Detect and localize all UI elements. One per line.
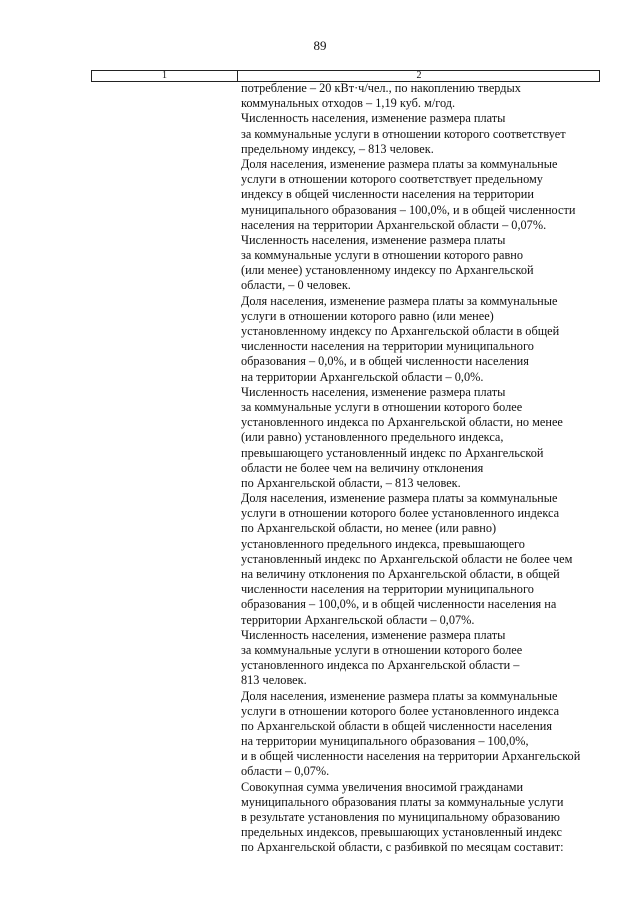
text-line: муниципального образования – 100,0%, и в общей численности	[241, 202, 576, 217]
text-line: численности населения на территории муниципального	[241, 582, 534, 597]
text-line: на территории муниципального образования – 100,0%,	[241, 734, 529, 749]
text-line: численности населения на территории муниципального	[241, 339, 534, 354]
table-header-col-1: 1	[92, 71, 238, 82]
text-line: услуги в отношении которого равно (или менее)	[241, 308, 494, 323]
text-line: муниципального образования платы за коммунальные услуги	[241, 794, 564, 809]
text-line: потребление – 20 кВт·ч/чел., по накоплению твердых	[241, 81, 521, 95]
text-line: по Архангельской области, но менее (или равно)	[241, 521, 497, 536]
table-cell-text	[241, 81, 611, 856]
text-line: за коммунальные услуги в отношении которого равно	[241, 248, 524, 263]
text-line: области не более чем на величину отклонения	[241, 460, 484, 475]
text-line: Доля населения, изменение размера платы за коммунальные	[241, 688, 558, 703]
text-line: установленного индекса по Архангельской области, но менее	[241, 415, 563, 430]
text-line: в результате установления по муниципальному образованию	[241, 810, 560, 824]
text-line: образования – 0,0%, и в общей численности населения	[241, 354, 529, 369]
text-line: образования – 100,0%, и в общей численности населения на	[241, 597, 557, 612]
text-line: Численность населения, изменение размера платы	[241, 627, 506, 642]
text-line: на территории Архангельской области – 0,0%.	[241, 369, 484, 384]
text-line: индексу в общей численности населения на территории	[241, 187, 534, 202]
text-line: услуги в отношении которого соответствует предельному	[241, 172, 543, 187]
text-line: предельному индексу, – 813 человек.	[241, 141, 434, 156]
text-line: населения на территории Архангельской области – 0,07%.	[241, 217, 547, 232]
text-line: Доля населения, изменение размера платы за коммунальные	[241, 491, 558, 506]
text-line: 813 человек.	[241, 673, 307, 688]
text-line: Совокупная сумма увеличения вносимой гражданами	[241, 779, 524, 794]
text-line: (или менее) установленному индексу по Архангельской	[241, 263, 534, 278]
text-line: по Архангельской области, – 813 человек.	[241, 475, 461, 490]
text-line: предельных индексов, превышающих установленный индекс	[241, 825, 562, 840]
text-line: установленный индекс по Архангельской области не более чем	[241, 551, 573, 566]
text-line: и в общей численности населения на территории Архангельской	[241, 749, 581, 764]
text-line: области – 0,07%.	[241, 764, 330, 779]
text-line: на величину отклонения по Архангельской области, в общей	[241, 567, 560, 581]
text-line: Численность населения, изменение размера платы	[241, 111, 506, 126]
text-line: услуги в отношении которого более установленного индекса	[241, 506, 560, 521]
text-line: Численность населения, изменение размера платы	[241, 384, 506, 399]
text-line: услуги в отношении которого более установленного индекса	[241, 703, 560, 718]
table-header-col-2: 2	[416, 70, 422, 81]
text-line: области, – 0 человек.	[241, 278, 351, 293]
text-line: по Архангельской области в общей численности населения	[241, 718, 553, 733]
text-line: (или равно) установленного предельного индекса,	[241, 430, 504, 445]
text-line: за коммунальные услуги в отношении которого соответствует	[241, 126, 566, 141]
text-line: превышающего установленный индекс по Архангельской	[241, 445, 544, 460]
text-line: Доля населения, изменение размера платы за коммунальные	[241, 156, 558, 171]
text-line: Доля населения, изменение размера платы за коммунальные	[241, 293, 558, 308]
text-line: установленному индексу по Архангельской области в общей	[241, 324, 560, 338]
text-line: за коммунальные услуги в отношении которого более	[241, 399, 523, 414]
text-line: по Архангельской области, с разбивкой по месяцам составит:	[241, 840, 564, 855]
page-number: 89	[313, 38, 327, 53]
text-line: территории Архангельской области – 0,07%.	[241, 612, 475, 627]
text-line: установленного индекса по Архангельской области –	[241, 658, 520, 673]
text-line: за коммунальные услуги в отношении которого более	[241, 642, 523, 657]
text-line: коммунальных отходов – 1,19 куб. м/год.	[241, 96, 456, 111]
text-line: Численность населения, изменение размера платы	[241, 232, 506, 247]
text-line: установленного предельного индекса, превышающего	[241, 536, 525, 551]
